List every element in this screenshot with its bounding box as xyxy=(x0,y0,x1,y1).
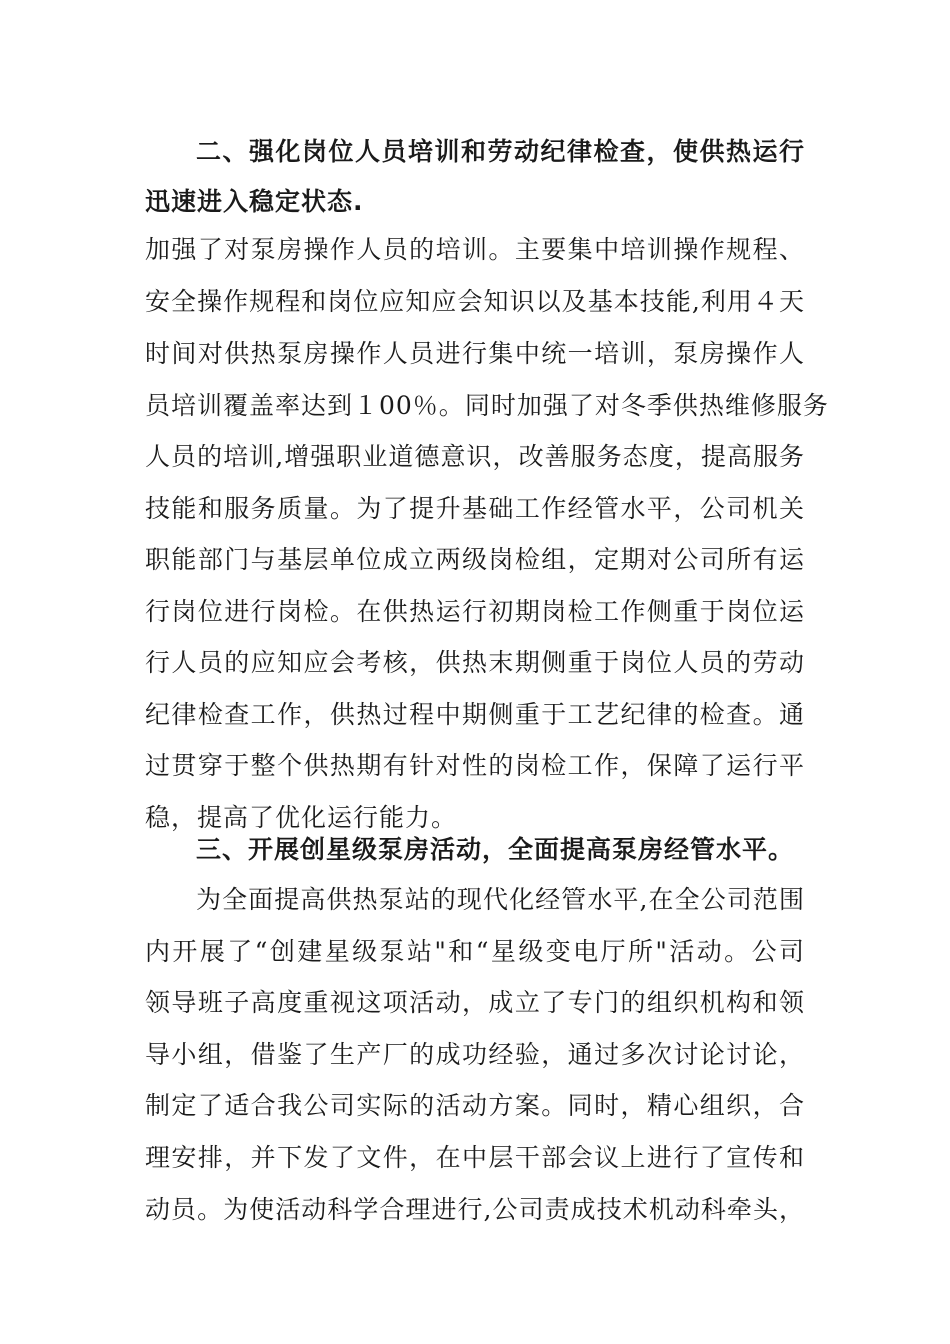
section-3-body-line: 动员。为使活动科学合理进行,公司责成技术机动科牵头， xyxy=(145,1195,805,1224)
section-2-body-line: 稳，提高了优化运行能力。 xyxy=(145,803,458,832)
section-2-body-line: 技能和服务质量。为了提升基础工作经管水平，公司机关 xyxy=(145,494,805,523)
section-2-body-line: 人员的培训,增强职业道德意识，改善服务态度，提高服务 xyxy=(145,442,805,471)
section-3-body-line: 制定了适合我公司实际的活动方案。同时，精心组织，合 xyxy=(145,1091,805,1120)
section-2-body-line: 纪律检查工作，供热过程中期侧重于工艺纪律的检查。通 xyxy=(145,700,805,729)
section-3-body-line: 为全面提高供热泵站的现代化经管水平,在全公司范围 xyxy=(196,885,805,914)
section-2-body-line: 加强了对泵房操作人员的培训。主要集中培训操作规程、 xyxy=(145,235,805,264)
section-2-body-line: 行岗位进行岗检。在供热运行初期岗检工作侧重于岗位运 xyxy=(145,597,805,626)
section-2-body-line: 员培训覆盖率达到１00％。同时加强了对冬季供热维修服务 xyxy=(145,391,829,420)
section-2-heading-line-1: 二、强化岗位人员培训和劳动纪律检查，使供热运行 xyxy=(196,137,805,166)
section-2-body-line: 行人员的应知应会考核，供热末期侧重于岗位人员的劳动 xyxy=(145,648,805,677)
section-3-body-line: 理安排，并下发了文件，在中层干部会议上进行了宣传和 xyxy=(145,1143,805,1172)
section-2-body-line: 职能部门与基层单位成立两级岗检组，定期对公司所有运 xyxy=(145,545,805,574)
section-2-body-line: 安全操作规程和岗位应知应会知识以及基本技能,利用４天 xyxy=(145,287,805,316)
section-2-body-line: 过贯穿于整个供热期有针对性的岗检工作，保障了运行平 xyxy=(145,751,805,780)
section-3-heading: 三、开展创星级泵房活动，全面提高泵房经管水平。 xyxy=(196,835,795,864)
section-3-body-line: 领导班子高度重视这项活动，成立了专门的组织机构和领 xyxy=(145,988,805,1017)
section-2-body-line: 时间对供热泵房操作人员进行集中统一培训，泵房操作人 xyxy=(145,339,805,368)
section-3-body-line: 导小组，借鉴了生产厂的成功经验，通过多次讨论讨论， xyxy=(145,1040,805,1069)
section-2-heading-line-2: 迅速进入稳定状态. xyxy=(145,187,364,216)
section-3-body-line: 内开展了“创建星级泵站"和“星级变电厅所"活动。公司 xyxy=(145,937,805,966)
